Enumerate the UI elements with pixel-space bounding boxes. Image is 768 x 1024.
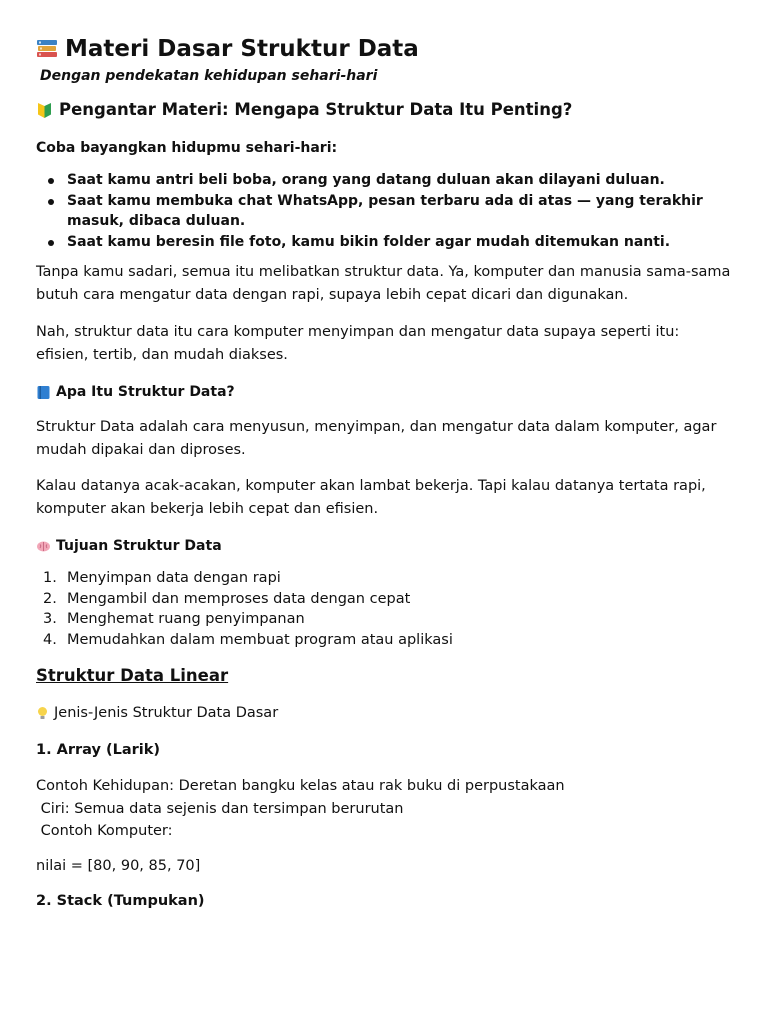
array-line: Contoh Komputer: xyxy=(36,823,173,839)
list-item: 3. Menghemat ruang penyimpanan xyxy=(43,611,305,627)
list-item: 2. Mengambil dan memproses data dengan cepat xyxy=(43,590,411,607)
linear-heading: Struktur Data Linear xyxy=(36,666,229,685)
intro-paragraph-1: Tanpa kamu sadari, semua itu melibatkan struktur data. Ya, komputer dan manusia sama-sama butuh cara mengatur data dengan rapi, supaya lebih cepat dicari dan digunakan. xyxy=(36,264,731,303)
intro-bullet-list xyxy=(36,170,736,252)
intro-lead: Coba bayangkan hidupmu sehari-hari: xyxy=(36,140,338,156)
intro-paragraph-2: Nah, struktur data itu cara komputer menyimpan dan mengatur data supaya seperti itu: efisien, tertib, dan mudah diakses. xyxy=(36,324,680,363)
what-paragraph-2: Kalau datanya acak-acakan, komputer akan lambat bekerja. Tapi kalau datanya tertata rapi, komputer akan bekerja lebih cepat dan efisien. xyxy=(36,478,706,517)
list-item: 1. Menyimpan data dengan rapi xyxy=(43,570,281,586)
document-page xyxy=(36,34,736,911)
goals-heading-text: Tujuan Struktur Data xyxy=(56,538,222,554)
goals-heading xyxy=(36,536,736,556)
goals-list xyxy=(36,568,736,650)
stack-heading: 2. Stack (Tumpukan) xyxy=(36,892,205,909)
array-line: Ciri: Semua data sejenis dan tersimpan berurutan xyxy=(36,800,404,817)
list-item: Saat kamu antri beli boba, orang yang datang duluan akan dilayani duluan. xyxy=(67,170,736,191)
intro-heading xyxy=(36,98,736,122)
what-heading-text: Apa Itu Struktur Data? xyxy=(56,384,235,400)
list-item: 4. Memudahkan dalam membuat program atau aplikasi xyxy=(43,631,453,648)
what-heading xyxy=(36,382,736,402)
intro-heading-text: Pengantar Materi: Mengapa Struktur Data Itu Penting? xyxy=(59,100,573,119)
list-item: Saat kamu beresin file foto, kamu bikin folder agar mudah ditemukan nanti. xyxy=(67,232,736,253)
light-bulb-icon xyxy=(36,706,49,721)
list-item: Saat kamu membuka chat WhatsApp, pesan terbaru ada di atas — yang terakhir masuk, dibaca duluan. xyxy=(67,191,736,232)
types-label-text: Jenis-Jenis Struktur Data Dasar xyxy=(54,705,279,721)
blue-book-icon xyxy=(36,385,51,400)
types-label xyxy=(36,703,736,723)
subtitle: Dengan pendekatan kehidupan sehari-hari xyxy=(40,68,378,84)
array-code: nilai = [80, 90, 85, 70] xyxy=(36,857,201,874)
books-icon xyxy=(36,38,58,60)
document-title xyxy=(36,34,736,64)
title-text: Materi Dasar Struktur Data xyxy=(65,36,419,62)
what-paragraph-1: Struktur Data adalah cara menyusun, menyimpan, dan mengatur data dalam komputer, agar mudah dipakai dan diproses. xyxy=(36,419,717,458)
brain-icon xyxy=(36,539,51,554)
array-heading: 1. Array (Larik) xyxy=(36,742,161,758)
array-line: Contoh Kehidupan: Deretan bangku kelas atau rak buku di perpustakaan xyxy=(36,778,565,794)
array-description xyxy=(36,775,736,843)
beginner-icon xyxy=(36,102,53,119)
